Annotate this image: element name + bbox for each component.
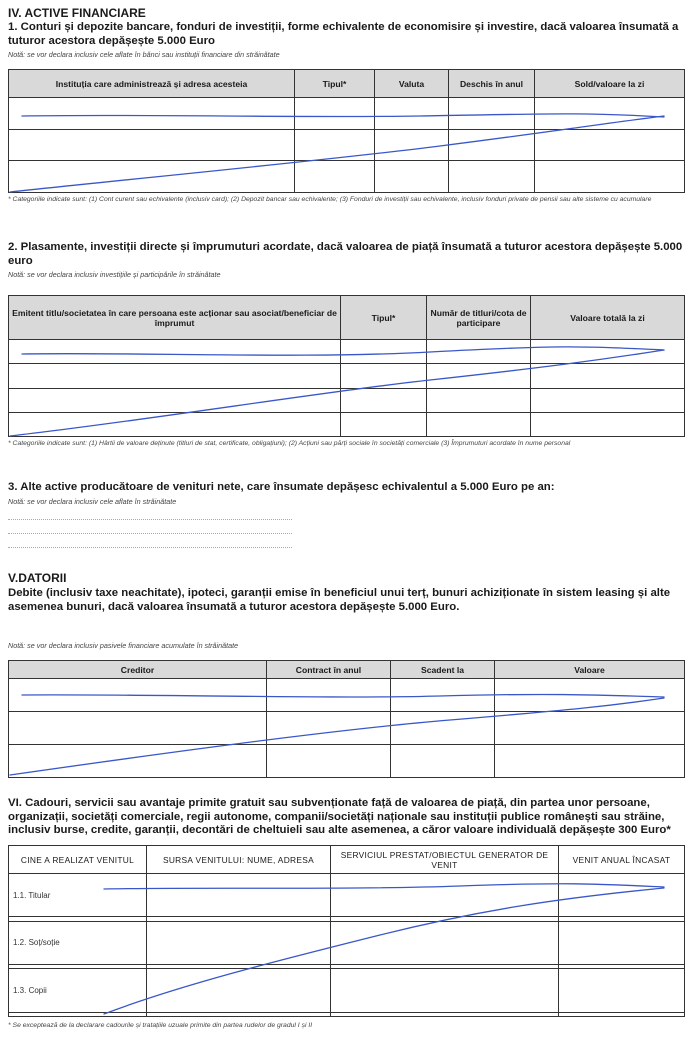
column-header: Contract în anul (267, 661, 391, 679)
column-header: SERVICIUL PRESTAT/OBIECTUL GENERATOR DE VENIT (331, 846, 559, 874)
table-row (9, 921, 685, 964)
item-2-heading: 2. Plasamente, investiții directe și împrumuturi acordate, dacă valoarea de piață însumată a tuturor acestora depășește 5.000 euro (8, 241, 683, 267)
item-2-note: Notă: se vor declara inclusiv investițiile și participările în străinătate (8, 270, 221, 279)
row-label: 1.2. Soț/soție (9, 921, 147, 964)
table-row (9, 412, 685, 436)
column-header: Creditor (9, 661, 267, 679)
table-row (9, 969, 685, 1012)
column-header: Valuta (375, 70, 449, 98)
row-label: 1.1. Titular (9, 874, 147, 917)
column-header: VENIT ANUAL ÎNCASAT (559, 846, 685, 874)
item-3-note: Notă: se vor declara inclusiv cele aflate în străinătate (8, 497, 177, 506)
section-4-title: IV. ACTIVE FINANCIARE (8, 6, 146, 20)
table-row (9, 129, 685, 161)
item-3-heading: 3. Alte active producătoare de venituri nete, care însumate depășesc echivalentul a 5.000 Euro pe an: (8, 481, 555, 493)
item-1-note: Notă: se vor declara inclusiv cele aflate în bănci sau instituții financiare din străinătate (8, 50, 280, 59)
column-header: Valoare (495, 661, 685, 679)
table-row (9, 679, 685, 712)
column-header: CINE A REALIZAT VENITUL (9, 846, 147, 874)
table-row (9, 161, 685, 193)
gifts-table (8, 845, 685, 1017)
column-header: Tipul* (341, 296, 427, 340)
item-1-heading: 1. Conturi și depozite bancare, fonduri de investiții, forme echivalente de economisire și investire, dacă valoarea însumată a tuturor acestora depășește 5.000 Euro (8, 21, 679, 47)
column-header: SURSA VENITULUI: NUME, ADRESA (147, 846, 331, 874)
item-2-footnote: * Categoriile indicate sunt: (1) Hârtii de valoare deținute (titluri de stat, certificate, obligațiuni); (2) Acțiuni sau părți sociale în societăți comerciale (3) Împrumuturi acordate în nume personal (8, 440, 571, 447)
column-header: Instituția care administrează și adresa acesteia (9, 70, 295, 98)
column-header: Tipul* (295, 70, 375, 98)
section-5-title: V.DATORII (8, 571, 67, 585)
section-5-heading: Debite (inclusiv taxe neachitate), ipoteci, garanții emise în beneficiul unui terț, bunuri achiziționate în sistem leasing și alte asemenea bunuri, dacă valoarea însumată a tuturor acestora depășește 5.000 Euro. (8, 587, 671, 613)
table-row (9, 388, 685, 412)
section-6-footnote: * Se exceptează de la declarare cadourile și tratațiile uzuale primite din partea rudelor de gradul I și II (8, 1022, 313, 1029)
table-row (9, 1012, 685, 1016)
section-5-note: Notă: se vor declara inclusiv pasivele financiare acumulate în străinătate (8, 641, 239, 650)
accounts-table (8, 69, 685, 193)
section-6-heading: VI. Cadouri, servicii sau avantaje primite gratuit sau subvenționate față de valoarea de piață, din partea unor persoane, organizații, societăți comerciale, regii autonome, companii/societăți naționale sau instituții publice românești sau străine, inclusiv burse, credite, garanții, decontări de cheltuieli sau alte asemenea, a căror valoare individuală depășește 300 Euro* (8, 797, 671, 836)
blank-line (8, 533, 292, 534)
column-header: Scadent la (391, 661, 495, 679)
table-row (9, 364, 685, 388)
blank-line (8, 519, 292, 520)
debts-table (8, 660, 685, 778)
table-row (9, 874, 685, 917)
column-header: Emitent titlu/societatea în care persoana este acționar sau asociat/beneficiar de împrumut (9, 296, 341, 340)
table-row (9, 340, 685, 364)
column-header: Sold/valoare la zi (535, 70, 685, 98)
blank-line (8, 547, 292, 548)
investments-table (8, 295, 685, 437)
column-header: Valoare totală la zi (531, 296, 685, 340)
column-header: Număr de titluri/cota de participare (427, 296, 531, 340)
row-label: 1.3. Copii (9, 969, 147, 1012)
column-header: Deschis în anul (449, 70, 535, 98)
table-row (9, 745, 685, 778)
item-1-footnote: * Categoriile indicate sunt: (1) Cont curent sau echivalente (inclusiv card); (2) Depozit bancar sau echivalente; (3) Fonduri de investiții sau echivalente, inclusiv fonduri private de pensii sau alte sisteme cu acumulare (8, 196, 652, 203)
table-row (9, 712, 685, 745)
table-row (9, 98, 685, 130)
